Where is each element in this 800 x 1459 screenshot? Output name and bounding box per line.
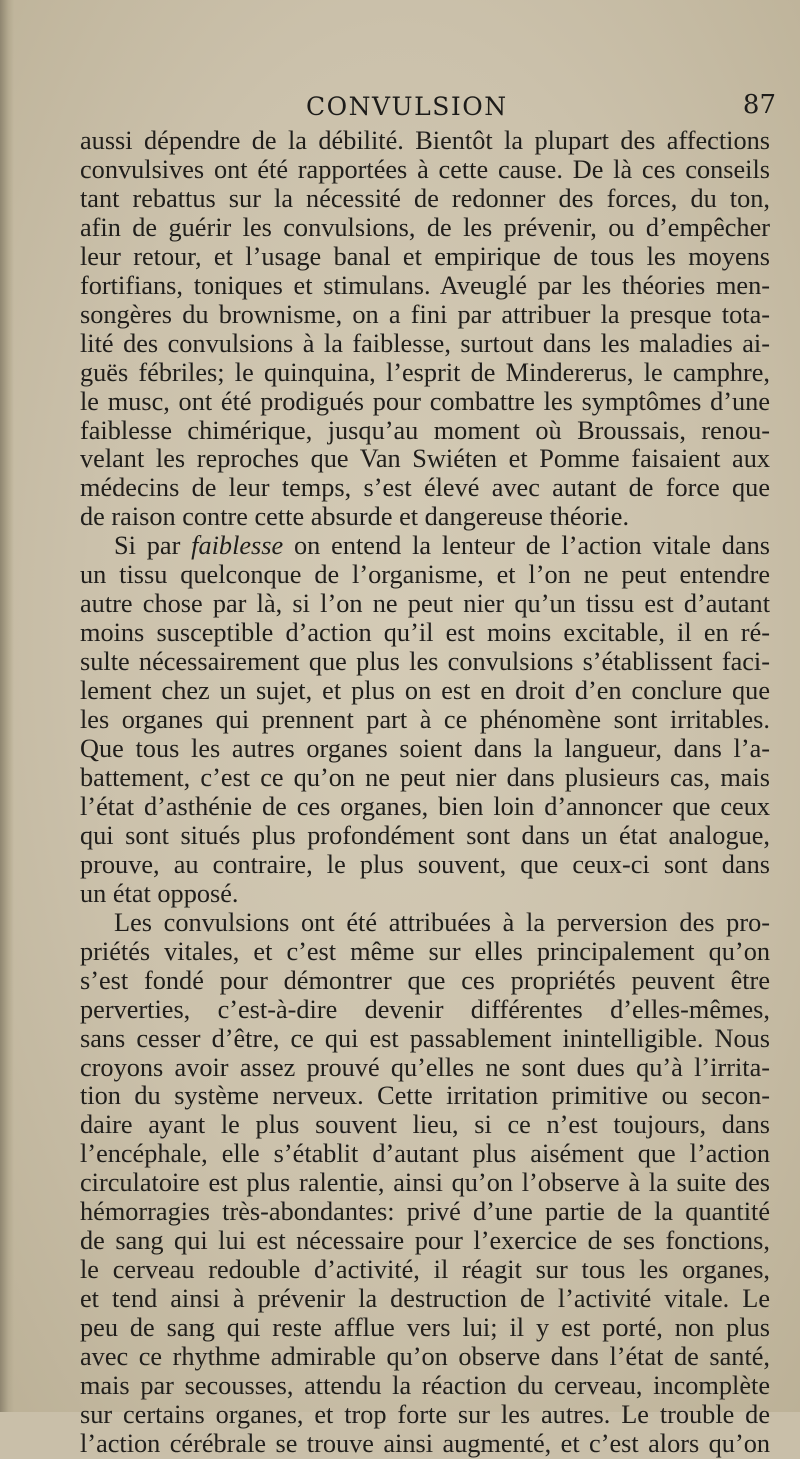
text-line: moins susceptible d’action qu’il est moins excitable, il en ré- [80, 618, 770, 648]
text-line: tant rebattus sur la nécessité de redonner des forces, du ton, [80, 183, 770, 213]
text-line: peu de sang qui reste afflue vers lui; il y est porté, non plus [80, 1313, 770, 1343]
text-line: afin de guérir les convulsions, de les prévenir, ou d’empêcher [80, 212, 770, 242]
text-line: battement, c’est ce qu’on ne peut nier dans plusieurs cas, mais [80, 762, 770, 792]
body-text [80, 127, 770, 1459]
page-header [296, 92, 776, 128]
text-line: avec ce rhythme admirable qu’on observe dans l’état de santé, [80, 1342, 770, 1372]
text-line: les organes qui prennent part à ce phénomène sont irritables. [80, 705, 770, 735]
text-line: mais par secousses, attendu la réaction du cerveau, incomplète [80, 1370, 770, 1400]
text-line: priétés vitales, et c’est même sur elles principalement qu’on [80, 936, 770, 966]
text-line: sans cesser d’être, ce qui est passablement inintelligible. Nous [80, 1023, 770, 1053]
running-title: CONVULSION [306, 92, 508, 121]
text-line: sur certains organes, et trop forte sur les autres. Le trouble de [80, 1399, 770, 1429]
text-line: Que tous les autres organes soient dans la langueur, dans l’a- [80, 734, 770, 764]
text-line: médecins de leur temps, s’est élevé avec autant de force que [80, 473, 770, 503]
text-line: guës fébriles; le quinquina, l’esprit de Mindererus, le camphre, [80, 357, 770, 387]
text-line: et tend ainsi à prévenir la destruction de l’activité vitale. Le [80, 1284, 770, 1314]
text-line: de raison contre cette absurde et dangereuse théorie. [80, 502, 630, 532]
text-line: convulsives ont été rapportées à cette cause. De là ces conseils [80, 154, 770, 184]
text-line: un état opposé. [80, 878, 239, 908]
text-line: daire ayant le plus souvent lieu, si ce n’est toujours, dans [80, 1110, 770, 1140]
text-line: sulte nécessairement que plus les convulsions s’établissent faci- [80, 647, 770, 677]
page-number: 87 [742, 90, 776, 120]
text-line: de sang qui lui est nécessaire pour l’exercice de ses fonctions, [80, 1226, 770, 1256]
text-line: perverties, c’est-à-dire devenir différentes d’elles-mêmes, [80, 994, 770, 1024]
text-line: l’état d’asthénie de ces organes, bien loin d’annoncer que ceux [80, 791, 770, 821]
text-line: fortifians, toniques et stimulans. Aveuglé par les théories men- [80, 270, 770, 300]
text-line: s’est fondé pour démontrer que ces propriétés peuvent être [80, 965, 770, 995]
text-line: faiblesse chimérique, jusqu’au moment où Broussais, renou- [80, 415, 770, 445]
text-line: leur retour, et l’usage banal et empirique de tous les moyens [80, 241, 770, 271]
text-line: l’action cérébrale se trouve ainsi augmenté, et c’est alors qu’on [80, 1428, 770, 1458]
text-line: circulatoire est plus ralentie, ainsi qu’on l’observe à la suite des [80, 1168, 770, 1198]
page-binding-edge [0, 0, 14, 1412]
text-line: qui sont situés plus profondément sont dans un état analogue, [80, 820, 770, 850]
text-line: autre chose par là, si l’on ne peut nier qu’un tissu est d’autant [80, 589, 770, 619]
text-line: l’encéphale, elle s’établit d’autant plus aisément que l’action [80, 1139, 770, 1169]
text-line: un tissu quelconque de l’organisme, et l’on ne peut entendre [80, 560, 770, 590]
text-line: hémorragies très-abondantes: privé d’une partie de la quantité [80, 1197, 770, 1227]
text-line: tion du système nerveux. Cette irritation primitive ou secon- [80, 1081, 770, 1111]
text-line: le cerveau redouble d’activité, il réagit sur tous les organes, [80, 1255, 770, 1285]
text-line: le musc, ont été prodigués pour combattre les symptômes d’une [80, 386, 770, 416]
paragraph-start-line: Les convulsions ont été attribuées à la perversion des pro- [114, 907, 770, 937]
text-line: lité des convulsions à la faiblesse, surtout dans les maladies ai- [80, 328, 770, 358]
text-line: lement chez un sujet, et plus on est en droit d’en conclure que [80, 676, 770, 706]
text-line: croyons avoir assez prouvé qu’elles ne sont dues qu’à l’irrita- [80, 1052, 770, 1082]
text-line: aussi dépendre de la débilité. Bientôt la plupart des affections [80, 126, 770, 155]
paragraph-start-line: Si par faiblesse on entend la lenteur de l’action vitale dans [114, 531, 770, 561]
text-line: prouve, au contraire, le plus souvent, que ceux-ci sont dans [80, 849, 770, 879]
emphasized-word: faiblesse [191, 531, 284, 561]
text-line: songères du brownisme, on a fini par attribuer la presque tota- [80, 299, 770, 329]
text-line: velant les reproches que Van Swiéten et Pomme faisaient aux [80, 444, 770, 474]
